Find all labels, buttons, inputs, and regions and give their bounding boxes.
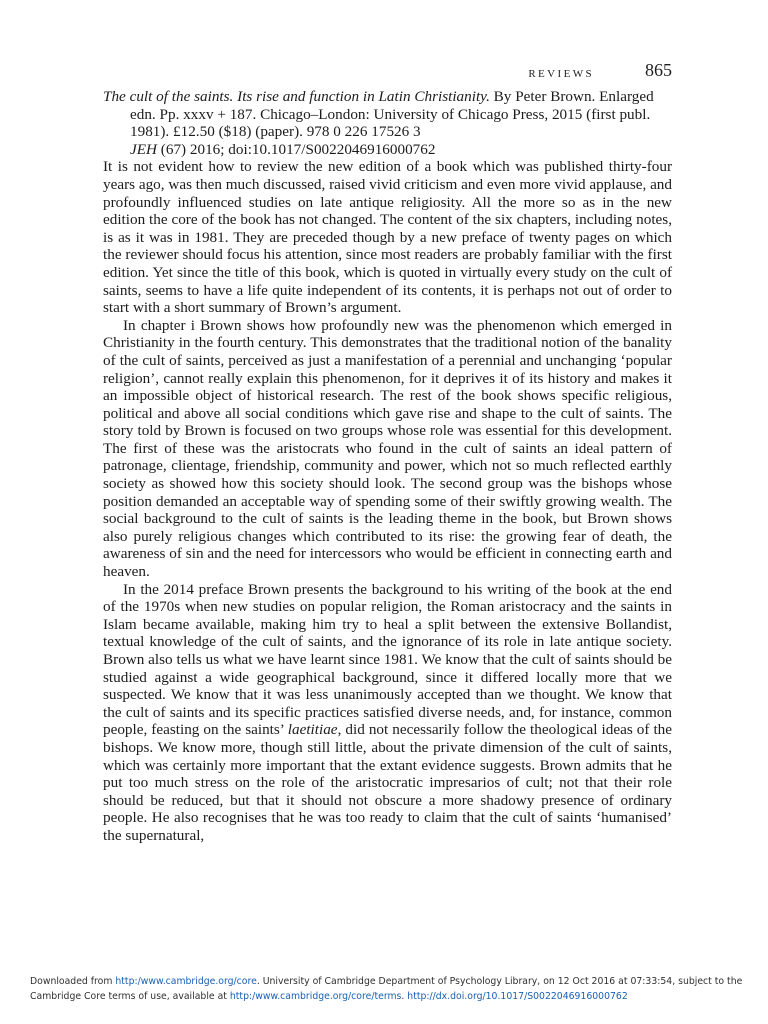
paragraph-3-part-1: In the 2014 preface Brown presents the background to his writing of the book at the end of the 1970s when new studies on popular religion, the Roman aristocracy and the saints in Islam became available, making him try to heal a split between the extensive Bollandist, textual knowledge of the cult of saints, and the ignorance of its role in late antique society. Brown also tells us what we have learnt since 1981. We know that the cult of saints should be studied against a wide geographical background, since it differed locally more that we suspected. We know that it was less unanimously accepted than we thought. We know that the cult of saints and its specific practices satisfied diverse needs, and, for instance, common people, feasting on the saints’ xyxy=(103,580,672,739)
article-body xyxy=(103,88,672,845)
book-title: The cult of the saints. Its rise and function in Latin Christianity. xyxy=(103,88,490,105)
book-details: By Peter Brown. Enlarged edn. Pp. xxxv + 187. Chicago–London: University of Chicago Press, 2015 (first publ. 1981). £12.50 ($18) (paper). 978 0 226 17526 3 xyxy=(130,88,654,141)
paragraph-3-part-2: , did not necessarily follow the theological ideas of the bishops. We know more, though still little, about the private dimension of the cult of saints, which was certainly more important that the extant evidence suggests. Brown admits that he put too much stress on the role of the aristocratic impresarios of cult; not that their role should be reduced, but that it should not obscure a more shadowy presence of ordinary people. He also recognises that he was too ready to claim that the cult of saints ‘humanised’ the supernatural, xyxy=(103,721,672,844)
download-footer xyxy=(30,974,760,1004)
section-label: REVIEWS xyxy=(528,68,594,80)
running-head xyxy=(80,62,672,86)
paragraph-2: In chapter i Brown shows how profoundly new was the phenomenon which emerged in Christianity in the fourth century. This demonstrates that the traditional notion of the banality of the cult of saints, perceived as just a manifestation of a perennial and unchanging ‘popular religion’, cannot really explain this phenomenon, for it deprives it of its history and makes it an impossible object of historical research. The rest of the book shows specific religious, political and above all social conditions which gave rise and shape to the cult of saints. The story told by Brown is focused on two groups whose role was essential for this development. The first of these was the aristocrats who found in the cult of saints an ideal pattern of patronage, clientage, friendship, community and power, which not so much reflected earthly society as showed how this society should look. The second group was the bishops whose position demanded an acceptable way of spending some of their swiftly growing wealth. The social background to the cult of saints is the leading theme in the book, but Brown shows also purely religious changes which contributed to its rise: the growing fear of death, the awareness of sin and the need for intercessors who would be efficient in connecting earth and heaven. xyxy=(103,316,672,581)
cambridge-core-link[interactable]: http:/www.cambridge.org/core xyxy=(115,976,257,987)
page-number: 865 xyxy=(645,60,672,80)
doi-link[interactable]: http://dx.doi.org/10.1017/S0022046916000762 xyxy=(407,991,628,1002)
paragraph-3-emphasis: laetitiae xyxy=(287,721,338,739)
journal-abbrev: JEH xyxy=(130,140,157,158)
footer-separator: . xyxy=(401,991,408,1002)
book-citation xyxy=(103,88,672,158)
footer-prefix: Downloaded from xyxy=(30,976,116,987)
paragraph-1: It is not evident how to review the new edition of a book which was published thirty-four years ago, was then much discussed, raised vivid criticism and even more vivid applause, and profoundly influenced studies on late antique religiosity. All the more so as in the new edition the core of the book has not changed. The content of the six chapters, including notes, is as it was in 1981. They are preceded though by a new preface of twenty pages on which the reviewer should focus his attention, since most readers are probably familiar with the first edition. Yet since the title of this book, which is quoted in virtually every study on the cult of saints, seems to have a life quite independent of its contents, it is perhaps not out of order to start with a short summary of Brown’s argument. xyxy=(103,158,672,317)
footer-middle: . University of Cambridge Department of Psychology Library, on 12 Oct 2016 at 07:33:54, subject to the Cambridge Core terms of use, available at xyxy=(30,976,743,1002)
journal-doi: (67) 2016; doi:10.1017/S0022046916000762 xyxy=(157,140,436,158)
paragraph-3 xyxy=(103,581,672,845)
terms-link[interactable]: http:/www.cambridge.org/core/terms xyxy=(229,991,402,1002)
